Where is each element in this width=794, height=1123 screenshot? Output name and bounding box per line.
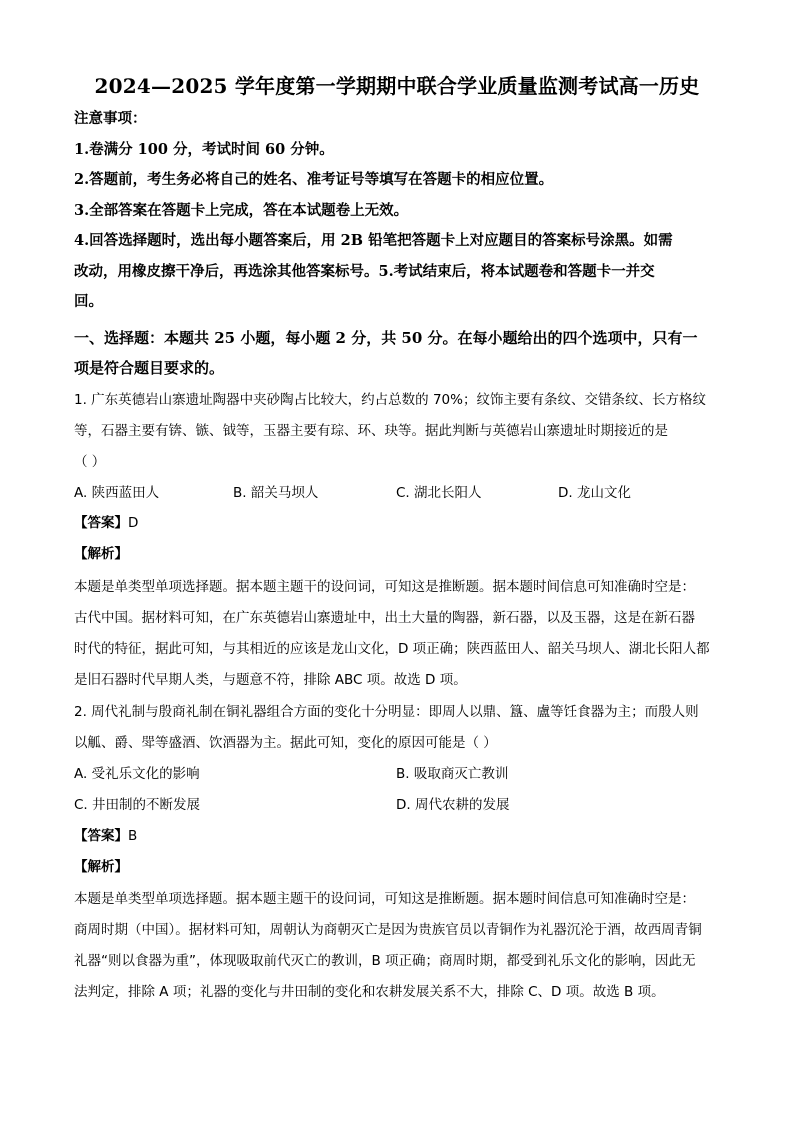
question-2-stem	[74, 697, 724, 759]
answer-value: D	[128, 515, 139, 531]
question-1-options	[74, 478, 724, 508]
page-title: 2024—2025 学年度第一学期期中联合学业质量监测考试高一历史	[94, 74, 700, 98]
notes-heading: 注意事项：	[74, 110, 147, 127]
notes-line: 1.卷满分 100 分，考试时间 60 分钟。	[74, 140, 334, 158]
question-2-analysis	[74, 884, 724, 1008]
section-heading	[74, 323, 724, 383]
question-1-analysis	[74, 572, 724, 696]
analysis-line: 礼器“则以食器为重”，体现吸取前代灭亡的教训，B 项正确；商周时期，都受到礼乐文化的影响，因此无	[74, 953, 696, 969]
analysis-line: 本题是单类型单项选择题。据本题主题干的设问词，可知这是推断题。据本题时间信息可知准确时空是：	[74, 579, 695, 595]
notes-line: 回。	[74, 293, 103, 310]
section-line: 一、选择题：本题共 25 小题，每小题 2 分，共 50 分。在每小题给出的四个选项中，只有一	[74, 329, 698, 347]
question-1-stem	[74, 385, 724, 478]
option-a: A. 陕西蓝田人	[74, 485, 160, 501]
analysis-line: 商周时期（中国）。据材料可知，周朝认为商朝灭亡是因为贵族官员以青铜作为礼器沉沦于酒，故西周青铜	[74, 922, 702, 938]
option-b: B. 吸取商灭亡教训	[396, 766, 509, 782]
notes-line: 2.答题前，考生务必将自己的姓名、准考证号等填写在答题卡的相应位置。	[74, 171, 554, 188]
section-line: 项是符合题目要求的。	[74, 359, 225, 377]
notes-line: 3.全部答案在答题卡上完成，答在本试题卷上无效。	[74, 201, 409, 219]
question-line: 2. 周代礼制与殷商礼制在铜礼器组合方面的变化十分明显：即周人以鼎、簋、盧等饪食器为主；而殷人则	[74, 704, 699, 720]
question-line: （ ）	[74, 454, 106, 470]
analysis-line: 本题是单类型单项选择题。据本题主题干的设问词，可知这是推断题。据本题时间信息可知准确时空是：	[74, 891, 695, 907]
question-2-analysis-label: 【解析】	[74, 859, 128, 875]
question-2-options-row-1	[74, 759, 724, 789]
question-2-answer	[74, 821, 724, 851]
analysis-line: 古代中国。据材料可知，在广东英德岩山寨遗址中，出土大量的陶器，新石器，以及玉器，这是在新石器	[74, 610, 695, 626]
notes-block	[74, 104, 724, 318]
question-1-answer	[74, 508, 724, 538]
question-line: 等，石器主要有锛、镞、钺等，玉器主要有琮、环、玦等。据此判断与英德岩山寨遗址时期接近的是	[74, 423, 668, 439]
answer-label: 【答案】	[74, 828, 128, 844]
analysis-line: 是旧石器时代早期人类，与题意不符，排除 ABC 项。故选 D 项。	[74, 672, 467, 688]
option-d: D. 周代农耕的发展	[396, 797, 510, 813]
answer-label: 【答案】	[74, 515, 128, 531]
analysis-line: 时代的特征，据此可知，与其相近的应该是龙山文化，D 项正确；陕西蓝田人、韶关马坝人、湖北长阳人都	[74, 641, 710, 657]
question-2-options-row-2	[74, 790, 724, 820]
notes-line: 4.回答选择题时，选出每小题答案后，用 2B 铅笔把答题卡上对应题目的答案标号涂黑。如需	[74, 232, 673, 249]
question-line: 1. 广东英德岩山寨遗址陶器中夹砂陶占比较大，约占总数的 70%；纹饰主要有条纹、交错条纹、长方格纹	[74, 392, 706, 408]
answer-value: B	[128, 828, 138, 844]
question-1-analysis-label: 【解析】	[74, 546, 128, 562]
option-c: C. 井田制的不断发展	[74, 797, 201, 813]
option-c: C. 湖北长阳人	[396, 485, 482, 501]
option-a: A. 受礼乐文化的影响	[74, 766, 200, 782]
analysis-line: 法判定，排除 A 项；礼器的变化与井田制的变化和农耕发展关系不大，排除 C、D 项。故选 B 项。	[74, 984, 665, 1000]
option-b: B. 韶关马坝人	[233, 485, 319, 501]
question-line: 以觚、爵、斝等盛酒、饮酒器为主。据此可知，变化的原因可能是（ ）	[74, 735, 497, 751]
notes-line: 改动，用橡皮擦干净后，再选涂其他答案标号。5.考试结束后，将本试题卷和答题卡一并交	[74, 262, 655, 280]
option-d: D. 龙山文化	[558, 485, 631, 501]
